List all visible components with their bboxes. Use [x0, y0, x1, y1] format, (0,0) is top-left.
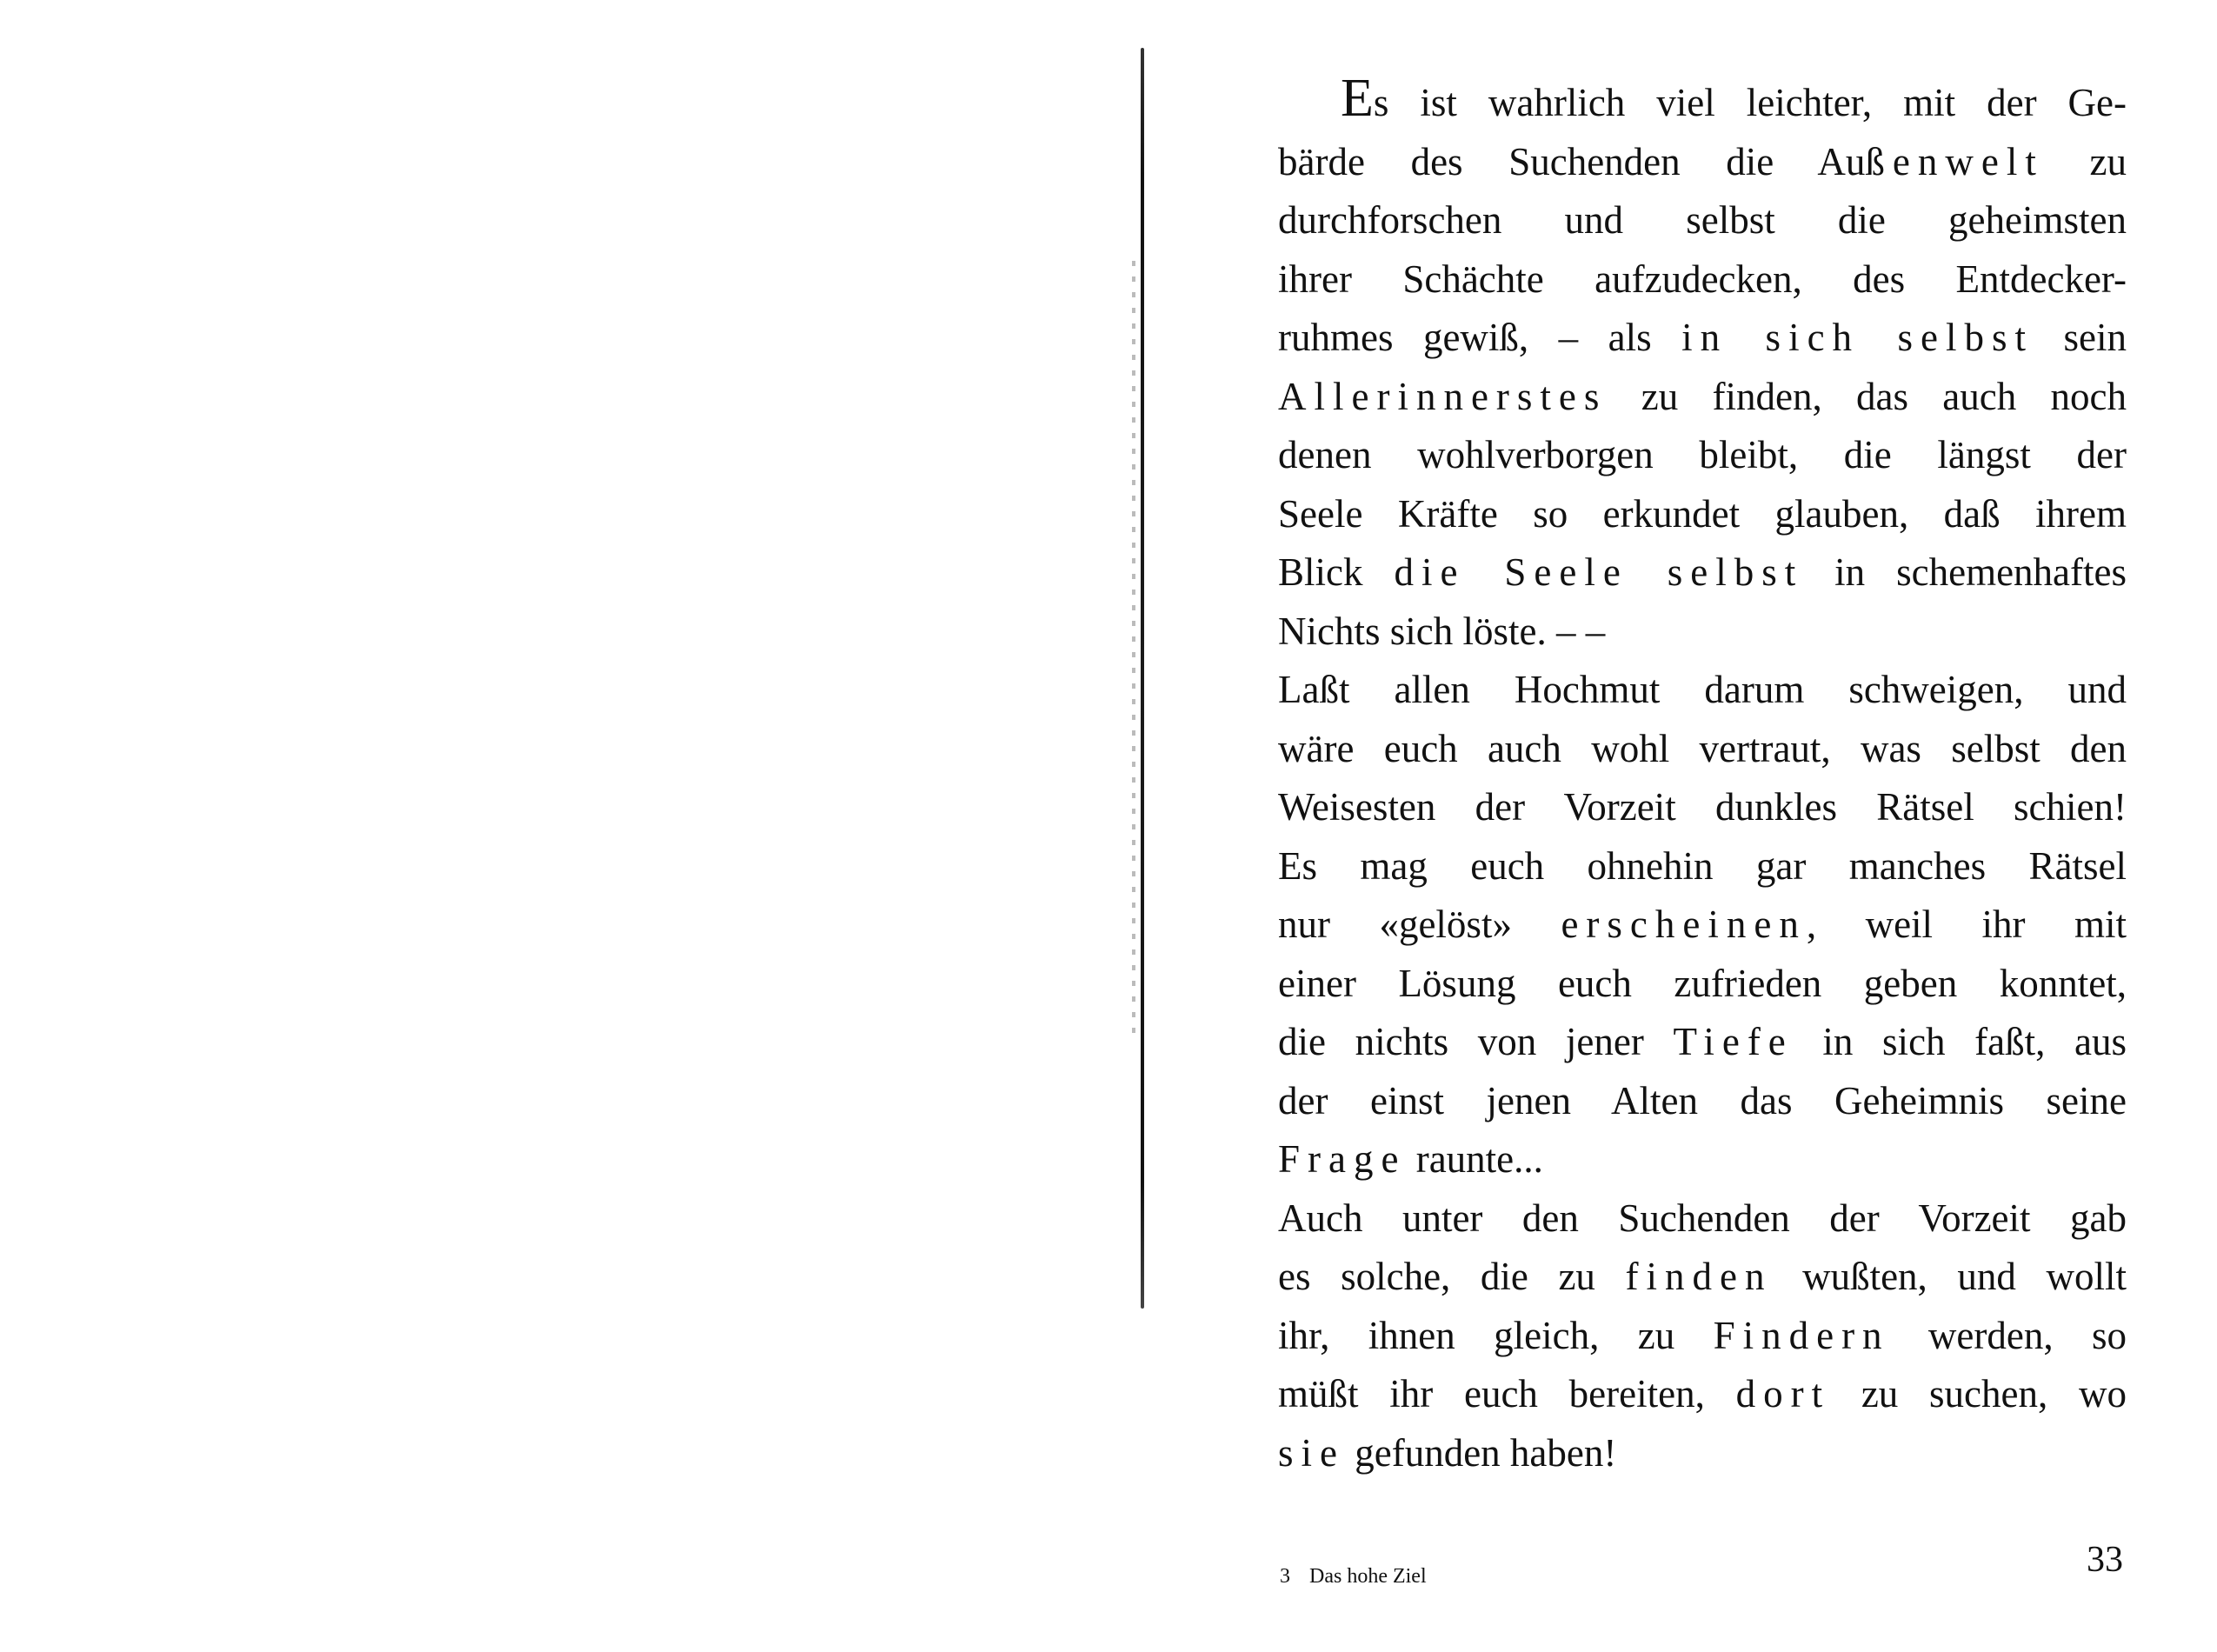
text-segment: zu finden, das auch noch — [1607, 374, 2127, 418]
text-line — [1278, 543, 2127, 603]
spaced-emphasis: erscheinen — [1561, 903, 1807, 946]
text-line — [1278, 1072, 2127, 1131]
text-segment: in schemenhaftes — [1803, 550, 2127, 594]
gutter-shadow — [1132, 261, 1135, 1043]
text-segment: müßt ihr euch bereiten, — [1278, 1372, 1736, 1416]
text-line — [1278, 1130, 2127, 1189]
text-segment: s ist wahrlich viel leichter, mit der Ge- — [1373, 81, 2127, 124]
text-segment: werden, so — [1889, 1313, 2127, 1357]
text-line — [1278, 191, 2127, 250]
spaced-emphasis: dort — [1735, 1372, 1831, 1416]
spaced-emphasis: ßenwelt — [1865, 139, 2044, 183]
text-line — [1278, 69, 2127, 133]
initial-capital: E — [1341, 69, 1374, 128]
text-segment: Nichts sich löste. – – — [1278, 609, 1606, 653]
text-segment: gefunden haben! — [1345, 1430, 1617, 1475]
text-segment: der einst jenen Alten das Geheimnis seine — [1278, 1078, 2127, 1122]
text-segment: es solche, die zu — [1278, 1255, 1626, 1298]
text-line — [1278, 368, 2127, 427]
text-line — [1278, 837, 2127, 896]
text-segment: durchforschen und selbst die geheimsten — [1278, 198, 2127, 242]
text-segment: Es mag euch ohnehin gar manches Rätsel — [1278, 843, 2127, 888]
text-segment: , weil ihr mit — [1806, 903, 2127, 946]
text-segment: Blick — [1278, 550, 1395, 594]
text-segment: ihr, ihnen gleich, zu — [1278, 1313, 1714, 1357]
spaced-emphasis: Frage — [1278, 1137, 1407, 1181]
text-segment: Weisesten der Vorzeit dunkles Rätsel schien! — [1278, 785, 2127, 829]
spaced-emphasis: die Seele selbst — [1394, 550, 1804, 594]
signature-title: Das hohe Ziel — [1309, 1565, 1427, 1588]
signature-number: 3 — [1280, 1565, 1290, 1588]
text-line — [1278, 133, 2127, 192]
text-line — [1278, 778, 2127, 837]
text-line — [1278, 1013, 2127, 1072]
text-segment: zu suchen, wo — [1830, 1372, 2127, 1416]
text-line — [1278, 426, 2127, 485]
text-line — [1278, 1424, 2127, 1483]
text-segment: in sich faßt, aus — [1793, 1020, 2127, 1063]
text-segment: Laßt allen Hochmut darum schweigen, und — [1278, 668, 2127, 711]
text-line — [1278, 485, 2127, 544]
text-line — [1278, 1365, 2127, 1424]
text-line — [1278, 896, 2127, 955]
body-text — [1278, 69, 2127, 1482]
text-segment: Seele Kräfte so erkundet glauben, daß ihrem — [1278, 491, 2127, 536]
signature-mark — [1280, 1565, 1427, 1589]
text-segment: wußten, und wollt — [1772, 1255, 2127, 1298]
spaced-emphasis: finden — [1625, 1255, 1773, 1298]
text-line — [1278, 661, 2127, 720]
text-line — [1278, 955, 2127, 1014]
text-segment: nur «gelöst» — [1278, 903, 1561, 946]
text-segment: Auch unter den Suchenden der Vorzeit gab — [1278, 1196, 2127, 1240]
text-segment: einer Lösung euch zufrieden geben konntet, — [1278, 961, 2127, 1005]
text-segment: wäre euch auch wohl vertraut, was selbst den — [1278, 726, 2127, 770]
text-segment: raunte... — [1406, 1137, 1543, 1181]
text-line — [1278, 1189, 2127, 1249]
page-number: 33 — [2087, 1540, 2123, 1580]
spaced-emphasis: sie — [1278, 1430, 1345, 1475]
text-line — [1278, 1307, 2127, 1366]
text-segment: zu — [2043, 139, 2127, 183]
text-line — [1278, 1248, 2127, 1307]
right-page — [1148, 0, 2217, 1652]
spaced-emphasis: Allerinnerstes — [1278, 374, 1608, 418]
text-segment: bärde des Suchenden die Au — [1278, 139, 1866, 183]
text-line — [1278, 250, 2127, 310]
spaced-emphasis: in sich selbst — [1681, 316, 2034, 359]
text-segment: denen wohlverborgen bleibt, die längst der — [1278, 433, 2127, 476]
text-segment: ruhmes gewiß, – als — [1278, 316, 1682, 359]
text-segment: sein — [2034, 316, 2127, 359]
text-segment: ihrer Schächte aufzudecken, des Entdecker- — [1278, 256, 2127, 301]
text-line — [1278, 309, 2127, 368]
book-gutter — [1141, 48, 1144, 1309]
spaced-emphasis: Findern — [1713, 1313, 1890, 1357]
text-line — [1278, 720, 2127, 779]
text-segment: die nichts von jener — [1278, 1020, 1674, 1063]
text-line — [1278, 603, 2127, 662]
spaced-emphasis: Tiefe — [1673, 1020, 1794, 1063]
